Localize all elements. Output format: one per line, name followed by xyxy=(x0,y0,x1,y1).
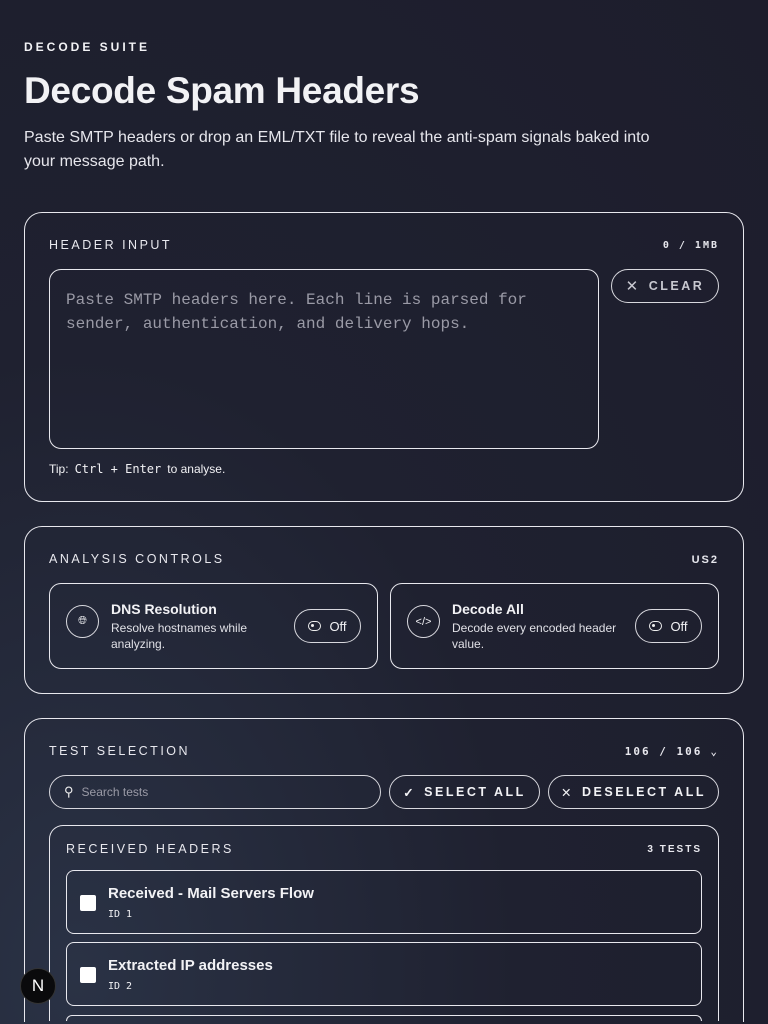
search-icon: ⚲ xyxy=(64,784,74,799)
tip-suffix: to analyse. xyxy=(167,462,226,476)
clear-button[interactable] xyxy=(611,269,719,303)
control-desc: Decode every encoded header value. xyxy=(452,621,617,651)
size-indicator: 0 / 1MB xyxy=(662,240,719,251)
group-count: 3 TESTS xyxy=(647,844,702,855)
region-label: US2 xyxy=(691,554,719,566)
decode-all-control xyxy=(390,583,719,669)
check-icon: ✓ xyxy=(403,785,417,800)
test-name: Extracted IP addresses xyxy=(108,957,273,974)
test-selection-label: TEST SELECTION xyxy=(49,744,191,758)
chevron-down-icon: ⌄ xyxy=(710,745,719,758)
control-title: DNS Resolution xyxy=(111,601,217,617)
received-headers-group xyxy=(49,825,719,1021)
dns-resolution-toggle[interactable] xyxy=(294,609,361,643)
toggle-state: Off xyxy=(670,618,688,634)
page-title: Decode Spam Headers xyxy=(24,70,420,111)
dns-resolution-control xyxy=(49,583,378,669)
next-dev-badge[interactable]: N xyxy=(20,968,56,1004)
page-subtitle: Paste SMTP headers or drop an EML/TXT file to reveal the anti-spam signals baked into your message path. xyxy=(24,129,650,170)
analysis-controls-card xyxy=(24,526,744,694)
test-id: ID 1 xyxy=(108,909,133,920)
control-title: Decode All xyxy=(452,601,524,617)
test-item[interactable] xyxy=(66,870,702,934)
toggle-icon xyxy=(649,621,662,631)
clear-label: CLEAR xyxy=(648,279,705,293)
header-input-label: HEADER INPUT xyxy=(49,238,173,252)
test-count: 106 / 106 xyxy=(624,745,703,758)
header-input-card xyxy=(24,212,744,502)
test-name: Received - Mail Servers Flow xyxy=(108,885,314,902)
search-placeholder: Search tests xyxy=(81,785,149,799)
select-all-label: SELECT ALL xyxy=(424,785,526,799)
test-count-dropdown[interactable] xyxy=(625,745,719,758)
analysis-controls-label: ANALYSIS CONTROLS xyxy=(49,552,225,566)
test-checkbox[interactable] xyxy=(80,895,96,911)
close-icon: ✕ xyxy=(625,278,641,295)
toggle-icon xyxy=(308,621,321,631)
test-id: ID 2 xyxy=(108,981,133,992)
globe-icon: 🌐︎ xyxy=(66,605,99,638)
tip-prefix: Tip: xyxy=(49,462,69,476)
test-selection-card xyxy=(24,718,744,1022)
deselect-all-label: DESELECT ALL xyxy=(582,785,706,799)
group-label: RECEIVED HEADERS xyxy=(66,842,234,856)
headers-textarea[interactable]: Paste SMTP headers here. Each line is parsed for sender, authentication, and delivery hops. xyxy=(49,269,599,449)
tip xyxy=(49,462,225,476)
decode-all-toggle[interactable] xyxy=(635,609,702,643)
code-icon: </> xyxy=(407,605,440,638)
close-icon: ✕ xyxy=(561,785,574,800)
control-desc: Resolve hostnames while analyzing. xyxy=(111,621,248,651)
deselect-all-button[interactable] xyxy=(548,775,719,809)
search-input[interactable] xyxy=(49,775,381,809)
tip-keys: Ctrl + Enter xyxy=(74,462,162,476)
test-item[interactable] xyxy=(66,942,702,1006)
test-item[interactable] xyxy=(66,1015,702,1021)
select-all-button[interactable] xyxy=(389,775,540,809)
app-eyebrow: DECODE SUITE xyxy=(24,40,151,54)
toggle-state: Off xyxy=(329,618,347,634)
test-checkbox[interactable] xyxy=(80,967,96,983)
